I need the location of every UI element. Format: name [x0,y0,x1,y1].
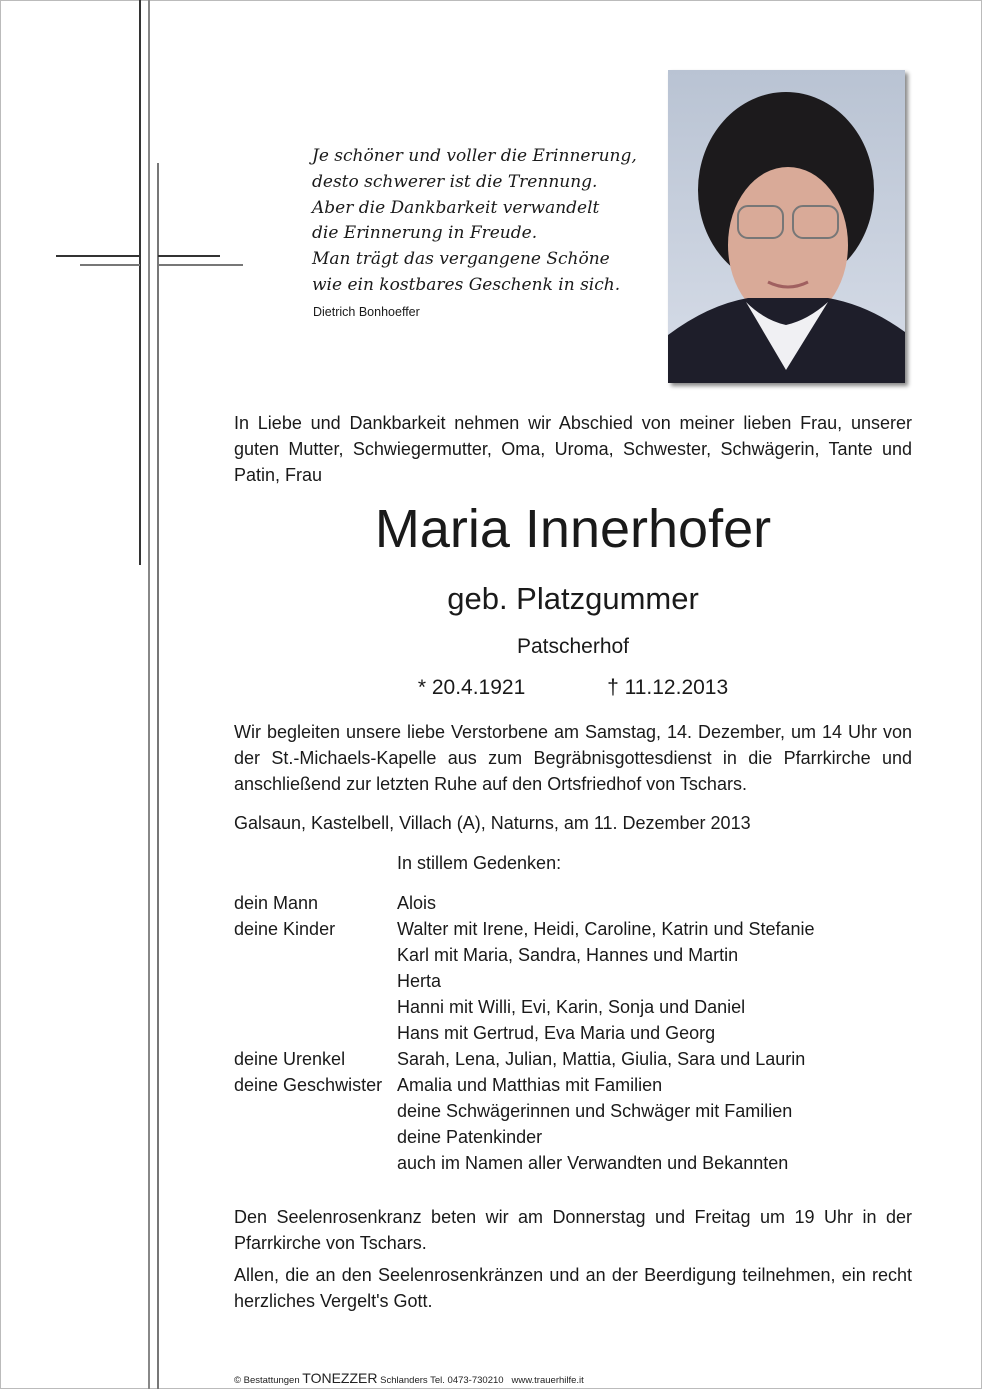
quote-line: Je schöner und voller die Erinnerung, [312,146,637,166]
mourners-list [234,890,912,1176]
relation: deine Geschwister [234,1075,383,1095]
mourner-names: Hans mit Gertrud, Eva Maria und Georg [397,1023,716,1043]
relation [234,994,397,1020]
mourner-row [234,1072,912,1098]
birth-date: * 20.4.1921 [417,676,526,699]
mourner-row [234,1098,912,1124]
footer [234,1370,584,1386]
footer-contact: Schlanders Tel. 0473-730210 [380,1375,504,1386]
relation [234,1124,397,1150]
quote-line: Aber die Dankbarkeit verwandelt [312,197,600,218]
cross-line [80,264,140,266]
mourner-row [234,1124,912,1150]
intro-text: In Liebe und Dankbarkeit nehmen wir Abschied von meiner lieben Frau, unserer guten Mutter, Schwiegermutter, Oma, Uroma, Schwester, Schwägerin, Tante und Patin, Frau [234,413,912,485]
mourner-names: auch im Namen aller Verwandten und Bekannten [397,1153,789,1173]
footer-brand: TONEZZER [302,1370,378,1386]
mourner-names: Amalia und Matthias mit Familien [397,1075,663,1095]
mourner-row [234,890,912,916]
mourner-names: Sarah, Lena, Julian, Mattia, Giulia, Sara und Laurin [397,1049,806,1069]
cross-line [139,0,141,565]
quote-line: wie ein kostbares Geschenk in sich. [312,274,621,295]
funeral-text: Wir begleiten unsere liebe Verstorbene am Samstag, 14. Dezember, um 14 Uhr von der St.-Michaels-Kapelle aus zum Begräbnisgottesdienst in die Pfarrkirche und anschließend zur letzten Ruhe auf den Ortsfriedhof von Tschars. [234,722,912,794]
farm-name: Patscherhof [516,635,630,658]
cross-line [148,0,150,1389]
maiden-name: geb. Platzgummer [447,581,699,616]
relation: deine Kinder [234,919,336,939]
relation [234,968,397,994]
mourner-row [234,994,912,1020]
thanks-text: Allen, die an den Seelenrosenkränzen und an der Beerdigung teilnehmen, ein recht herzliches Vergelt's Gott. [234,1265,912,1311]
mourner-names: Hanni mit Willi, Evi, Karin, Sonja und Daniel [397,997,746,1017]
relation [234,1150,397,1176]
mourner-names: Walter mit Irene, Heidi, Caroline, Katrin und Stefanie [397,919,815,939]
relation [234,1098,397,1124]
portrait-photo [668,70,905,383]
mourner-names: deine Patenkinder [397,1127,543,1147]
quote-line: die Erinnerung in Freude. [312,223,538,244]
mourner-names: deine Schwägerinnen und Schwäger mit Familien [397,1101,793,1121]
cross-line [158,255,220,257]
mourner-row [234,1020,912,1046]
relation [234,1020,397,1046]
cross-line [158,264,243,266]
mourner-row [234,916,912,942]
mourner-names: Alois [397,893,437,913]
footer-url[interactable]: www.trauerhilfe.it [511,1375,584,1386]
deceased-name: Maria Innerhofer [374,499,772,559]
quote [312,144,637,299]
mourner-names: Karl mit Maria, Sandra, Hannes und Martin [397,945,739,965]
footer-prefix: © Bestattungen [234,1375,300,1386]
mourner-names: Herta [397,971,442,991]
notice-body [234,410,912,1314]
mourner-row [234,968,912,994]
relation [234,942,397,968]
death-date: † 11.12.2013 [607,676,729,699]
mourning-heading: In stillem Gedenken: [397,853,562,873]
cross-line [56,255,140,257]
life-dates [234,673,912,703]
relation: deine Urenkel [234,1049,346,1069]
place-date: Galsaun, Kastelbell, Villach (A), Naturns, am 11. Dezember 2013 [234,813,751,833]
quote-line: desto schwerer ist die Trennung. [312,171,598,192]
relation: dein Mann [234,893,319,913]
quote-author: Dietrich Bonhoeffer [313,305,420,319]
quote-line: Man trägt das vergangene Schöne [312,249,610,270]
cross-line [157,163,159,1389]
rosary-text: Den Seelenrosenkranz beten wir am Donnerstag und Freitag um 19 Uhr in der Pfarrkirche von Tschars. [234,1207,912,1253]
mourner-row [234,942,912,968]
mourner-row [234,1150,912,1176]
mourner-row [234,1046,912,1072]
